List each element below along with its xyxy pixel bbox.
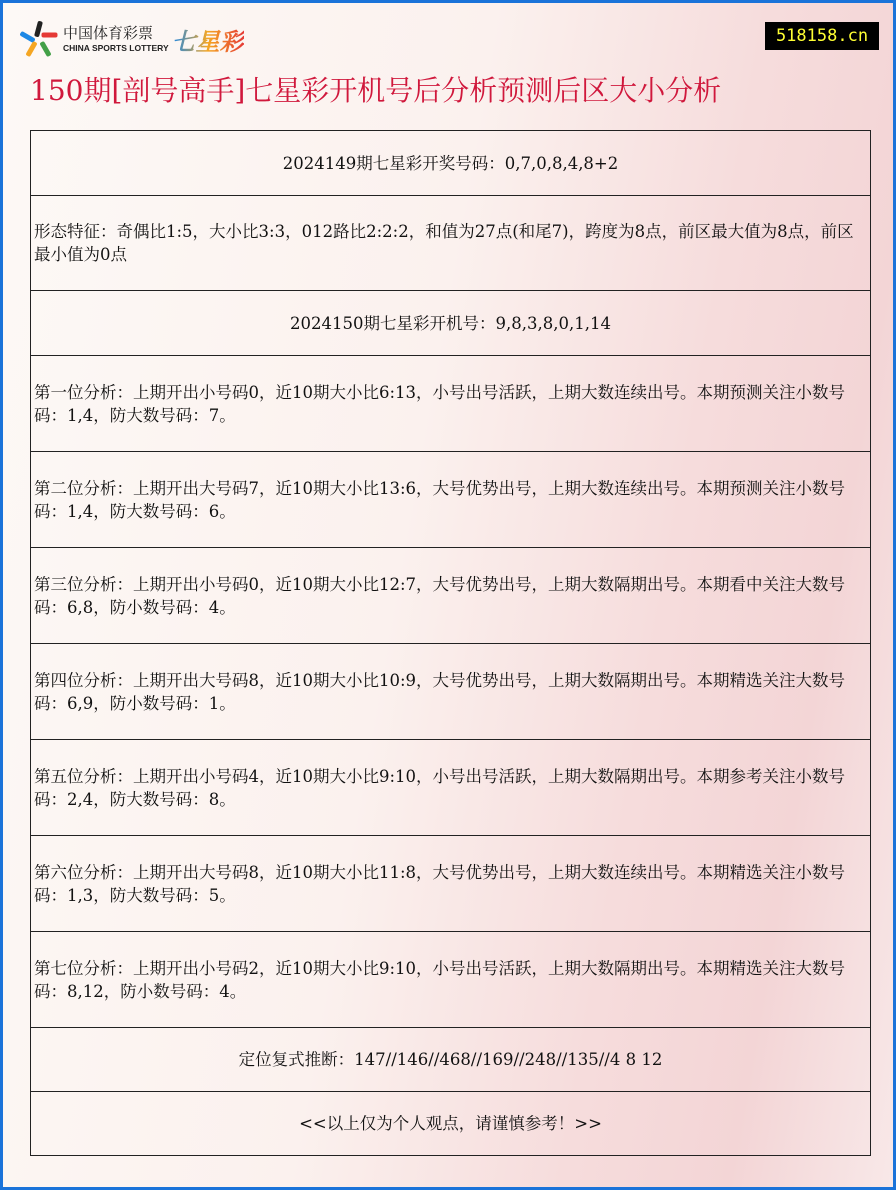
logo-cn-text: 中国体育彩票: [63, 23, 154, 42]
machine-number-cell: 2024150期七星彩开机号：9,8,3,8,0,1,14: [31, 291, 871, 356]
position-6-analysis: 第六位分析：上期开出大号码8，近10期大小比11:8，大号优势出号，上期大数连续出号。本期精选关注小数号码：1,3，防大数号码：5。: [31, 836, 871, 932]
compound-prediction-cell: 定位复式推断：147//146//468//169//248//135//4 8 12: [31, 1028, 871, 1092]
logo-game-name: 七星彩: [172, 22, 244, 57]
page-title: 150期[剖号高手]七星彩开机号后分析预测后区大小分析: [30, 74, 722, 107]
position-2-analysis: 第二位分析：上期开出大号码7，近10期大小比13:6，大号优势出号，上期大数连续出号。本期预测关注小数号码：1,4，防大数号码：6。: [31, 452, 871, 548]
site-badge[interactable]: 518158.cn: [765, 22, 879, 50]
lottery-star-icon: [21, 21, 57, 57]
pattern-cell: 形态特征：奇偶比1:5，大小比3:3，012路比2:2:2，和值为27点(和尾7)，跨度为8点，前区最大值为8点，前区最小值为0点: [31, 196, 871, 291]
position-3-analysis: 第三位分析：上期开出小号码0，近10期大小比12:7，大号优势出号，上期大数隔期出号。本期看中关注大数号码：6,8，防小数号码：4。: [31, 548, 871, 644]
lottery-logo: [21, 21, 244, 57]
position-7-analysis: 第七位分析：上期开出小号码2，近10期大小比9:10，小号出号活跃，上期大数隔期出号。本期精选关注大数号码：8,12，防小数号码：4。: [31, 932, 871, 1028]
logo-en-text: CHINA SPORTS LOTTERY: [63, 42, 169, 53]
draw-result-cell: 2024149期七星彩开奖号码：0,7,0,8,4,8+2: [31, 131, 871, 196]
disclaimer-cell: <<以上仅为个人观点，请谨慎参考！>>: [31, 1092, 871, 1156]
analysis-table: [30, 130, 871, 1156]
position-4-analysis: 第四位分析：上期开出大号码8，近10期大小比10:9，大号优势出号，上期大数隔期出号。本期精选关注大数号码：6,9，防小数号码：1。: [31, 644, 871, 740]
position-5-analysis: 第五位分析：上期开出小号码4，近10期大小比9:10，小号出号活跃，上期大数隔期出号。本期参考关注小数号码：2,4，防大数号码：8。: [31, 740, 871, 836]
position-1-analysis: 第一位分析：上期开出小号码0，近10期大小比6:13，小号出号活跃，上期大数连续出号。本期预测关注小数号码：1,4，防大数号码：7。: [31, 356, 871, 452]
